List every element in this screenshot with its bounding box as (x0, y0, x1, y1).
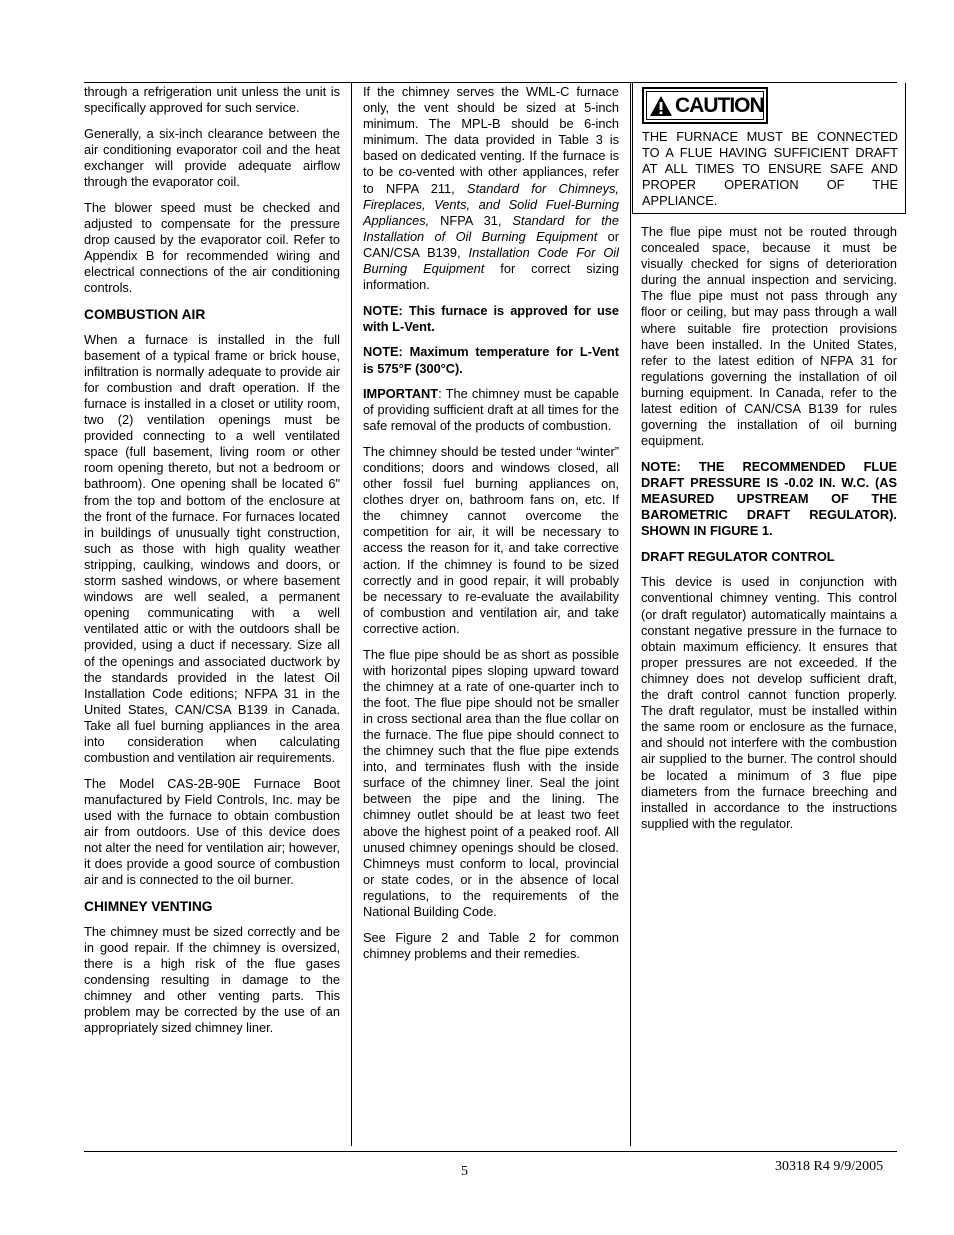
nfpa31-title: Standard for the Installation of Oil Burning Equipment (363, 212, 619, 244)
page-number: 5 (461, 1164, 468, 1179)
column-divider-1 (351, 83, 352, 1146)
paragraph-important (363, 386, 619, 434)
paragraph-vent-sizing (363, 84, 619, 293)
column-middle (363, 84, 619, 971)
paragraph-combustion-air: When a furnace is installed in the full basement of a typical frame or brick house, infiltration is normally adequate to provide air for combustion and draft operation. If the furnace is installed in a closet or utility room, two (2) ventilation openings must be provided connecting to a well ventilated space (full basement, living room or other room opening thereto, but not a bedroom or bathroom). One opening shall be located 6" from the top and bottom of the enclosure at the front of the furnace. For furnaces located in buildings of unusually tight construction, such as those with high quality weather stripping, caulking, windows and doors, or storm sashed windows, or where basement windows are well sealed, a permanent opening communicating with a well ventilated attic or with the outdoors shall be provided, using a duct if necessary. Size all of the openings and associated ductwork by the standards provided in the latest Oil Installation Code editions; NFPA 31 in the United States, CAN/CSA B139 in Canada. Take all fuel burning appliances in the area into consideration when calculating combustion and ventilation air requirements. (84, 331, 340, 766)
caution-badge (642, 87, 768, 124)
csa-b139-title: Installation Code For Oil Burning Equipment (363, 244, 619, 277)
note-flue-draft-pressure: NOTE: THE RECOMMENDED FLUE DRAFT PRESSURE IS -0.02 IN. W.C. (AS MEASURED UPSTREAM OF THE BAROMETRIC DRAFT REGULATOR). SHOWN IN FIGURE 1. (641, 458, 897, 539)
warning-triangle-icon (649, 95, 673, 117)
vent-sizing-text-a: If the chimney serves the WML-C furnace only, the vent should be sized at 5-inch minimum. The MPL-B should be 6-inch minimum. The data provided in Table 3 is based on dedicated venting. If the furnace is to be co-vented with other appliances, refer to NFPA 211, (363, 84, 619, 196)
caution-box (632, 83, 906, 214)
vent-sizing-text-b: NFPA 31, (429, 212, 513, 228)
heading-draft-regulator-control: DRAFT REGULATOR CONTROL (641, 548, 835, 564)
caution-label: CAUTION (675, 93, 764, 117)
paragraph-chimney-sizing: The chimney must be sized correctly and be in good repair. If the chimney is oversized, there is a high risk of the flue gases condensing resulting in damage to the chimney and other venting parts. This problem may be corrected by the use of an appropriately sized chimney liner. (84, 923, 340, 1036)
paragraph-blower-speed: The blower speed must be checked and adjusted to compensate for the pressure drop caused by the evaporator coil. Refer to Appendix B for recommended wiring and electrical connections of the air conditioning controls. (84, 199, 340, 296)
paragraph-draft-regulator: This device is used in conjunction with conventional chimney venting. This control (or draft regulator) automatically maintains a constant negative pressure in the furnace to obtain maximum efficiency. It ensures that proper pressures are not exceeded. If the chimney does not develop sufficient draft, the draft control cannot function properly. The draft regulator, must be installed within the same room or enclosure as the furnace, and should not interfere with the combustion air supplied to the burner. The control should be located a minimum of 3 flue pipe diameters from the furnace breeching and installed in accordance to the instructions supplied with the regulator. (641, 574, 897, 831)
heading-combustion-air: COMBUSTION AIR (84, 306, 206, 322)
document-id: 30318 R4 9/9/2005 (775, 1159, 884, 1174)
paragraph-clearance: Generally, a six-inch clearance between the air conditioning evaporator coil and the heat exchanger will provide adequate airflow through the evaporator coil. (84, 125, 340, 189)
important-text: : The chimney must be capable of providing sufficient draft at all times for the safe removal of the products of combustion. (363, 386, 619, 434)
column-right (641, 224, 897, 841)
paragraph-flue-routing: The flue pipe must not be routed through concealed space, because it must be visually checked for signs of deterioration during the annual inspection and servicing. The flue pipe must not pass through any floor or ceiling, but may pass through a wall where suitable fire protection provisions have been installed. In the United States, refer to the latest edition of NFPA 31 for regulations governing the installation of oil burning equipment. In Canada, refer to the latest edition of CAN/CSA B139 for rules governing the installation of oil burning equipment. (641, 224, 897, 449)
paragraph-refrigeration: through a refrigeration unit unless the unit is specifically approved for such service. (84, 84, 340, 116)
important-label: IMPORTANT (363, 386, 439, 402)
heading-chimney-venting: CHIMNEY VENTING (84, 898, 213, 914)
paragraph-flue-pipe: The flue pipe should be as short as possible with horizontal pipes sloping upward toward the chimney at a rate of one-quarter inch to the foot. The flue pipe should not be smaller in cross sectional area than the flue collar on the furnace. The flue pipe should connect to the chimney such that the flue pipe extends into, and terminates flush with the inside surface of the chimney liner. Seal the joint between the pipe and the lining. The chimney outlet should be at least two feet above the highest point of a peaked roof. All unused chimney openings should be closed. Chimneys must conform to local, provincial or state codes, or in the absence of local regulations, to the requirements of the National Building Code. (363, 646, 619, 919)
bottom-rule (84, 1151, 897, 1152)
note-l-vent-approved: NOTE: This furnace is approved for use with L-Vent. (363, 302, 619, 334)
vent-sizing-text-c: or CAN/CSA B139, (363, 228, 619, 260)
paragraph-chimney-testing: The chimney should be tested under “winter” conditions; doors and windows closed, all other fossil fuel burning appliances on, clothes dryer on, bathroom fans on, etc. If the chimney cannot overcome the competition for air, it will be necessary to access the reason for it, and take corrective action. If the chimney is found to be sized correctly and in good repair, it will probably be necessary to re-evaluate the availability of combustion and ventilation air, and take corrective action. (363, 443, 619, 636)
vent-sizing-text-d: for correct sizing information. (363, 261, 619, 293)
column-left (84, 84, 340, 1046)
caution-text: THE FURNACE MUST BE CONNECTED TO A FLUE HAVING SUFFICIENT DRAFT AT ALL TIMES TO ENSURE SAFE AND PROPER OPERATION OF THE APPLIANCE. (642, 129, 898, 209)
paragraph-furnace-boot: The Model CAS-2B-90E Furnace Boot manufactured by Field Controls, Inc. may be used with the furnace to obtain combustion air from outdoors. Use of this device does not alter the need for ventilation air; however, it does provide a good source of combustion air and is connected to the oil burner. (84, 775, 340, 888)
paragraph-see-figure: See Figure 2 and Table 2 for common chimney problems and their remedies. (363, 929, 619, 961)
note-l-vent-temperature: NOTE: Maximum temperature for L-Vent is 575°F (300°C). (363, 344, 619, 376)
nfpa211-title: Standard for Chimneys, Fireplaces, Vents, and Solid Fuel-Burning Appliances, (363, 180, 619, 228)
column-divider-2 (630, 83, 631, 1146)
